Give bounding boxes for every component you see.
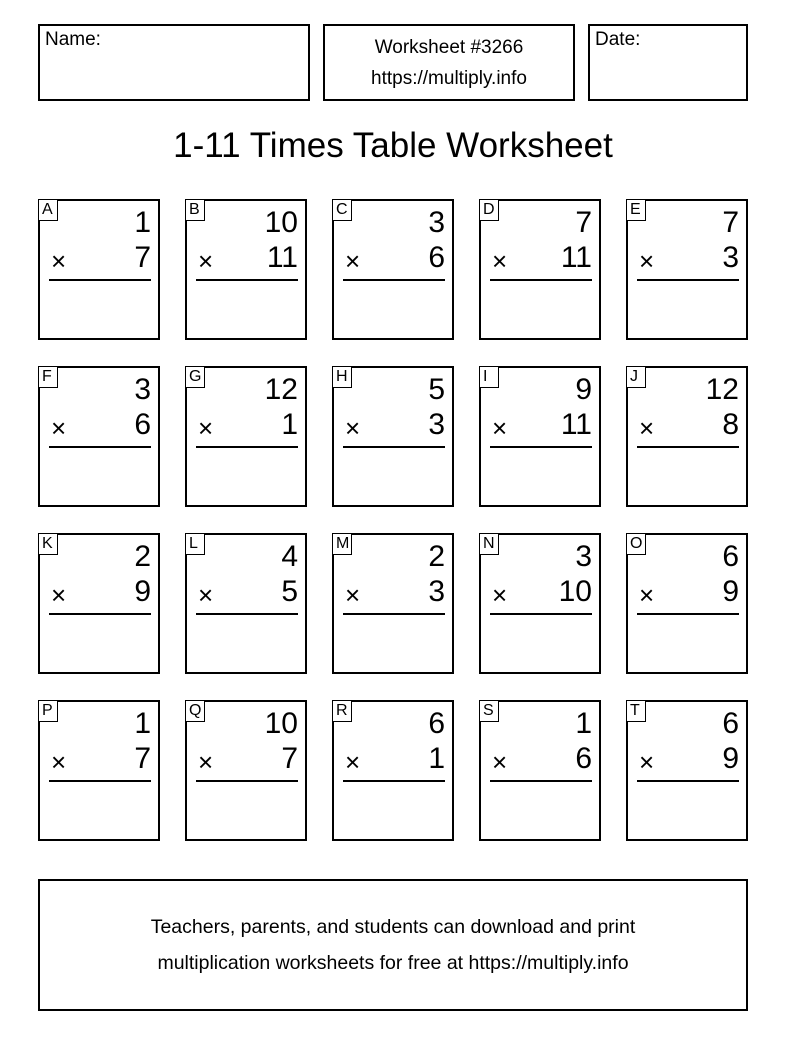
footer-line-2: multiplication worksheets for free at https://multiply.info (157, 952, 629, 974)
multiplicand: 7 (722, 206, 739, 239)
multiplier: 9 (722, 575, 739, 608)
times-sign: × (51, 747, 67, 777)
multiplicand: 3 (575, 540, 592, 573)
multiplicand: 2 (134, 540, 151, 573)
multiplier: 6 (575, 742, 592, 775)
times-sign: × (198, 747, 214, 777)
answer-line (196, 446, 298, 448)
answer-line (490, 446, 592, 448)
answer-line (637, 780, 739, 782)
answer-line (490, 279, 592, 281)
problem-card[interactable] (626, 533, 748, 674)
multiplicand: 5 (428, 373, 445, 406)
problem-letter: B (185, 199, 205, 221)
times-sign: × (492, 580, 508, 610)
answer-line (49, 446, 151, 448)
problem-letter: G (185, 366, 205, 388)
multiplicand: 6 (722, 707, 739, 740)
problem-card[interactable] (479, 533, 601, 674)
website-link[interactable]: https://multiply.info (371, 68, 527, 89)
times-sign: × (639, 747, 655, 777)
problem-card[interactable] (332, 366, 454, 507)
problem-letter: S (479, 700, 499, 722)
worksheet-number: Worksheet #3266 (374, 37, 524, 58)
problem-letter: Q (185, 700, 205, 722)
problem-card[interactable] (185, 199, 307, 340)
answer-line (490, 613, 592, 615)
times-sign: × (198, 413, 214, 443)
answer-line (343, 279, 445, 281)
multiplicand: 3 (134, 373, 151, 406)
problem-card[interactable] (479, 199, 601, 340)
multiplier: 9 (722, 742, 739, 775)
multiplier: 3 (722, 241, 739, 274)
problem-letter: F (38, 366, 58, 388)
problem-card[interactable] (479, 366, 601, 507)
problem-card[interactable] (332, 199, 454, 340)
times-sign: × (198, 246, 214, 276)
multiplier: 10 (558, 575, 592, 608)
multiplier: 3 (428, 575, 445, 608)
answer-line (343, 780, 445, 782)
times-sign: × (345, 747, 361, 777)
problem-letter: T (626, 700, 646, 722)
problem-card[interactable] (626, 366, 748, 507)
multiplier: 1 (428, 742, 445, 775)
problem-letter: R (332, 700, 352, 722)
problem-card[interactable] (332, 700, 454, 841)
times-sign: × (345, 246, 361, 276)
problem-card[interactable] (38, 366, 160, 507)
date-label: Date: (595, 29, 641, 50)
problem-letter: D (479, 199, 499, 221)
problem-letter: K (38, 533, 58, 555)
multiplicand: 9 (575, 373, 592, 406)
multiplicand: 1 (134, 707, 151, 740)
times-sign: × (639, 246, 655, 276)
answer-line (490, 780, 592, 782)
problem-card[interactable] (626, 199, 748, 340)
problem-card[interactable] (38, 700, 160, 841)
multiplicand: 2 (428, 540, 445, 573)
times-sign: × (492, 413, 508, 443)
problem-card[interactable] (38, 533, 160, 674)
multiplier: 7 (134, 742, 151, 775)
answer-line (637, 613, 739, 615)
problem-card[interactable] (626, 700, 748, 841)
problem-card[interactable] (185, 366, 307, 507)
problem-letter: O (626, 533, 646, 555)
problem-letter: N (479, 533, 499, 555)
multiplicand: 12 (705, 373, 739, 406)
multiplier: 6 (428, 241, 445, 274)
times-sign: × (492, 246, 508, 276)
multiplier: 3 (428, 408, 445, 441)
answer-line (196, 279, 298, 281)
problem-letter: H (332, 366, 352, 388)
answer-line (343, 446, 445, 448)
answer-line (637, 279, 739, 281)
problem-letter: L (185, 533, 205, 555)
footer-line-1: Teachers, parents, and students can download and print (150, 916, 636, 938)
problem-letter: A (38, 199, 58, 221)
problem-letter: C (332, 199, 352, 221)
multiplier: 11 (560, 408, 592, 441)
answer-line (49, 613, 151, 615)
multiplicand: 3 (428, 206, 445, 239)
multiplicand: 10 (264, 206, 298, 239)
problem-card[interactable] (332, 533, 454, 674)
answer-line (49, 780, 151, 782)
problem-letter: M (332, 533, 352, 555)
problem-letter: I (479, 366, 499, 388)
answer-line (196, 780, 298, 782)
times-sign: × (345, 580, 361, 610)
answer-line (49, 279, 151, 281)
problem-card[interactable] (38, 199, 160, 340)
answer-line (637, 446, 739, 448)
problem-letter: P (38, 700, 58, 722)
problem-letter: E (626, 199, 646, 221)
times-sign: × (51, 246, 67, 276)
multiplier: 11 (266, 241, 298, 274)
multiplicand: 1 (575, 707, 592, 740)
times-sign: × (345, 413, 361, 443)
multiplier: 7 (281, 742, 298, 775)
multiplicand: 12 (264, 373, 298, 406)
times-sign: × (639, 413, 655, 443)
footer-box (38, 879, 748, 1011)
multiplier: 9 (134, 575, 151, 608)
page-title: 1-11 Times Table Worksheet (173, 126, 613, 165)
multiplier: 8 (722, 408, 739, 441)
multiplicand: 1 (134, 206, 151, 239)
problem-letter: J (626, 366, 646, 388)
times-sign: × (492, 747, 508, 777)
name-label: Name: (45, 29, 101, 50)
answer-line (196, 613, 298, 615)
multiplicand: 6 (722, 540, 739, 573)
problem-card[interactable] (185, 533, 307, 674)
multiplier: 11 (560, 241, 592, 274)
times-sign: × (198, 580, 214, 610)
multiplier: 1 (281, 408, 298, 441)
multiplicand: 10 (264, 707, 298, 740)
times-sign: × (51, 580, 67, 610)
multiplicand: 6 (428, 707, 445, 740)
multiplier: 5 (281, 575, 298, 608)
multiplicand: 4 (281, 540, 298, 573)
multiplicand: 7 (575, 206, 592, 239)
times-sign: × (51, 413, 67, 443)
answer-line (343, 613, 445, 615)
multiplier: 7 (134, 241, 151, 274)
problem-card[interactable] (479, 700, 601, 841)
times-sign: × (639, 580, 655, 610)
multiplier: 6 (134, 408, 151, 441)
problem-card[interactable] (185, 700, 307, 841)
